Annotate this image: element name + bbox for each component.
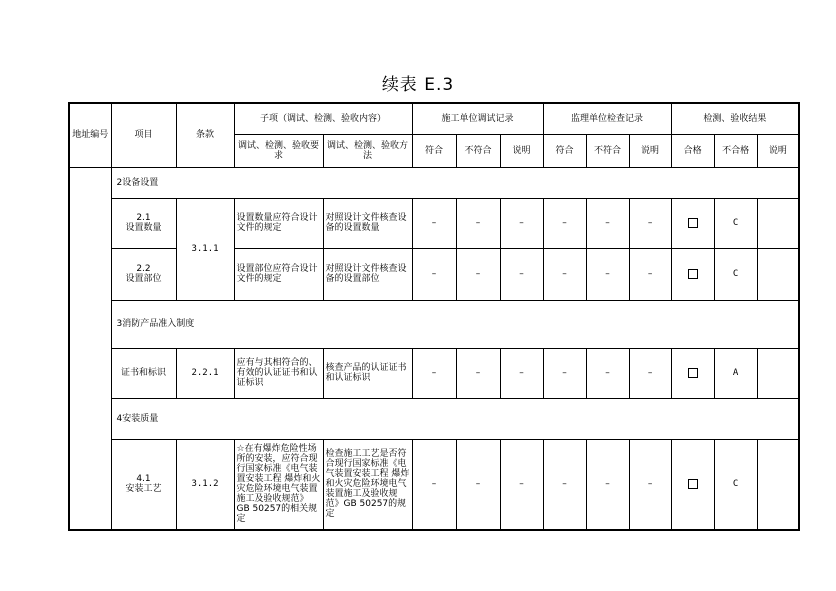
pass-checkbox[interactable] [688, 368, 698, 378]
supervision-comply-cell: – [543, 348, 586, 398]
supervision-note-cell: – [629, 248, 671, 300]
supervision-note-cell: – [629, 439, 671, 530]
result-grade-cell: A [714, 348, 757, 398]
page-title: 续表 E.3 [381, 75, 455, 95]
supervision-noncomply-cell: – [586, 248, 629, 300]
supervision-note-cell: – [629, 348, 671, 398]
address-code-cell [69, 167, 111, 530]
supervision-noncomply-cell: – [586, 348, 629, 398]
result-grade-cell: C [714, 248, 757, 300]
construction-note-cell: – [500, 198, 543, 248]
item-cell: 4.1 安装工艺 [111, 439, 176, 530]
clause-cell: 2.2.1 [176, 348, 234, 398]
header-clause: 条款 [176, 103, 234, 167]
header-address-code: 地址编号 [69, 103, 111, 167]
construction-noncomply-cell: – [456, 198, 500, 248]
construction-comply-cell: – [412, 348, 456, 398]
header-supervision-note: 说明 [629, 134, 671, 167]
result-pass-cell [671, 348, 714, 398]
clause-cell: 3.1.2 [176, 439, 234, 530]
header-item: 项目 [111, 103, 176, 167]
header-subitem-req: 调试、检测、验收要求 [234, 134, 323, 167]
method-cell: 对照设计文件核查设备的设置部位 [323, 248, 412, 300]
header-construction-group: 施工单位调试记录 [412, 103, 543, 134]
result-note-cell [757, 248, 799, 300]
supervision-note-cell: – [629, 198, 671, 248]
supervision-noncomply-cell: – [586, 439, 629, 530]
construction-comply-cell: – [412, 198, 456, 248]
header-supervision-noncomply: 不符合 [586, 134, 629, 167]
construction-noncomply-cell: – [456, 248, 500, 300]
supervision-comply-cell: – [543, 248, 586, 300]
supervision-comply-cell: – [543, 439, 586, 530]
item-cell: 证书和标识 [111, 348, 176, 398]
pass-checkbox[interactable] [688, 269, 698, 279]
result-note-cell [757, 348, 799, 398]
result-pass-cell [671, 198, 714, 248]
construction-note-cell: – [500, 348, 543, 398]
header-result-group: 检测、验收结果 [671, 103, 799, 134]
section-title-3: 3消防产品准入制度 [111, 300, 799, 348]
method-cell: 对照设计文件核查设备的设置数量 [323, 198, 412, 248]
clause-cell: 3.1.1 [176, 198, 234, 300]
requirement-cell: ☆在有爆炸危险性场所的安装，应符合现行国家标准《电气装置安装工程 爆炸和火灾危险环境电气装置施工及验收规范》GB 50257的相关规定 [234, 439, 323, 530]
inspection-table [68, 102, 800, 531]
pass-checkbox[interactable] [688, 479, 698, 489]
method-cell: 核查产品的认证证书和认证标识 [323, 348, 412, 398]
construction-note-cell: – [500, 248, 543, 300]
section-title-4: 4安装质量 [111, 398, 799, 439]
result-note-cell [757, 198, 799, 248]
header-subitem-group: 子项（调试、检测、验收内容） [234, 103, 412, 134]
supervision-comply-cell: – [543, 198, 586, 248]
header-result-fail: 不合格 [714, 134, 757, 167]
item-cell: 2.1 设置数量 [111, 198, 176, 248]
requirement-cell: 设置数量应符合设计文件的规定 [234, 198, 323, 248]
result-note-cell [757, 439, 799, 530]
section-title-2: 2设备设置 [111, 167, 799, 198]
pass-checkbox[interactable] [688, 218, 698, 228]
header-supervision-comply: 符合 [543, 134, 586, 167]
header-construction-comply: 符合 [412, 134, 456, 167]
supervision-noncomply-cell: – [586, 198, 629, 248]
construction-note-cell: – [500, 439, 543, 530]
construction-noncomply-cell: – [456, 348, 500, 398]
construction-noncomply-cell: – [456, 439, 500, 530]
header-result-pass: 合格 [671, 134, 714, 167]
result-pass-cell [671, 248, 714, 300]
header-construction-note: 说明 [500, 134, 543, 167]
requirement-cell: 应有与其相符合的、有效的认证证书和认证标识 [234, 348, 323, 398]
requirement-cell: 设置部位应符合设计文件的规定 [234, 248, 323, 300]
header-construction-noncomply: 不符合 [456, 134, 500, 167]
header-subitem-method: 调试、检测、验收方法 [323, 134, 412, 167]
result-grade-cell: C [714, 198, 757, 248]
construction-comply-cell: – [412, 248, 456, 300]
result-grade-cell: C [714, 439, 757, 530]
construction-comply-cell: – [412, 439, 456, 530]
result-pass-cell [671, 439, 714, 530]
method-cell: 检查施工工艺是否符合现行国家标准《电气装置安装工程 爆炸和火灾危险环境电气装置施工及验收规范》GB 50257的规定 [323, 439, 412, 530]
header-result-note: 说明 [757, 134, 799, 167]
header-supervision-group: 监理单位检查记录 [543, 103, 671, 134]
item-cell: 2.2 设置部位 [111, 248, 176, 300]
